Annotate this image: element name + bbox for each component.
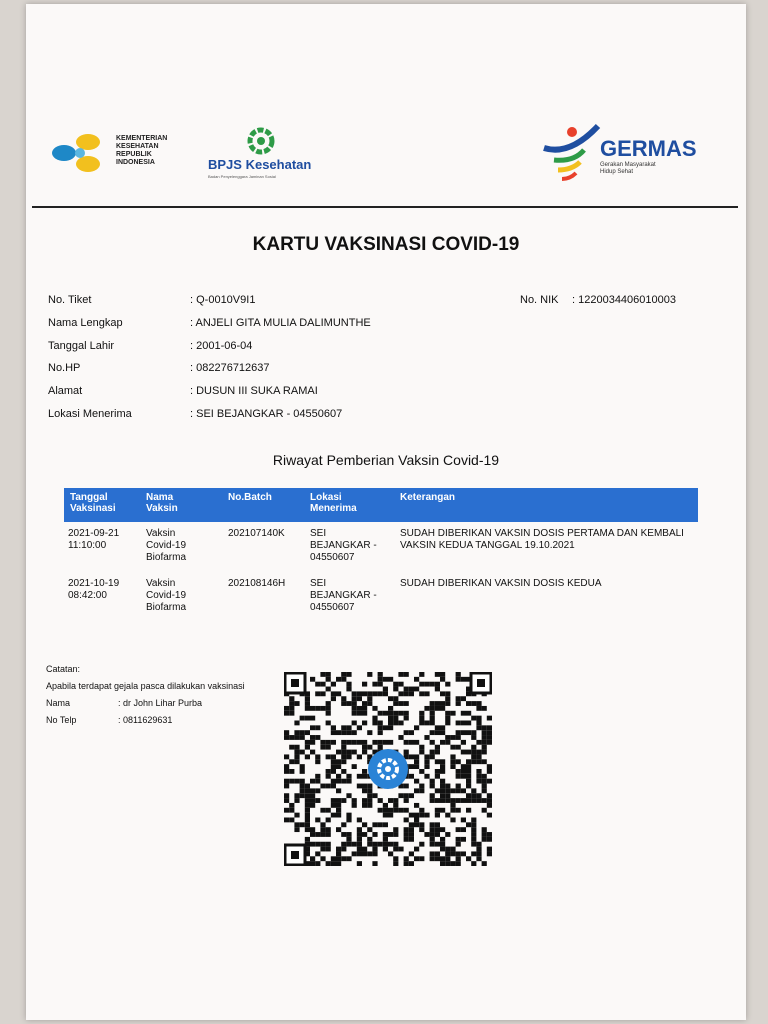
- header-batch: No.Batch: [228, 492, 272, 503]
- kemenkes-logo-icon: [50, 128, 108, 178]
- history-table-header: [64, 488, 698, 522]
- phone-label: No.HP: [48, 362, 81, 374]
- contact-phone-label: No Telp: [46, 715, 77, 725]
- ticket-label: No. Tiket: [48, 294, 92, 306]
- address-label: Alamat: [48, 385, 83, 397]
- notes-text: Apabila terdapat gejala pasca dilakukan vaksinasi: [46, 681, 245, 691]
- nik-value: : 1220034406010003: [572, 294, 676, 306]
- birthdate-label: Tanggal Lahir: [48, 340, 115, 352]
- bpjs-logo-icon: [246, 126, 276, 156]
- contact-name-value: : dr John Lihar Purba: [118, 698, 203, 708]
- row2-vaksin: Vaksin Covid-19 Biofarma: [146, 578, 187, 613]
- phone-value: : 082276712637: [190, 362, 270, 374]
- row1-keterangan: SUDAH DIBERIKAN VAKSIN DOSIS PERTAMA DAN KEMBALI VAKSIN KEDUA TANGGAL 19.10.2021: [400, 528, 684, 551]
- header-tanggal: Tanggal Vaksinasi: [70, 492, 116, 514]
- name-label: Nama Lengkap: [48, 317, 123, 329]
- contact-phone-value: : 0811629631: [118, 715, 173, 725]
- row1-tanggal: 2021-09-21 11:10:00: [68, 528, 120, 551]
- location-label: Lokasi Menerima: [48, 408, 132, 420]
- germas-logo-name: GERMAS: [600, 136, 697, 161]
- row2-tanggal: 2021-10-19 08:42:00: [68, 578, 120, 601]
- bpjs-logo-tagline: Badan Penyelenggara Jaminan Sosial: [208, 174, 276, 179]
- notes-heading: Catatan:: [46, 664, 81, 674]
- kemenkes-logo-text: KEMENTERIAN KESEHATAN REPUBLIK INDONESIA: [116, 135, 168, 166]
- header-divider: [32, 206, 738, 208]
- birthdate-value: : 2001-06-04: [190, 340, 253, 352]
- vaccination-card: [26, 4, 746, 1020]
- ticket-value: : Q-0010V9I1: [190, 294, 256, 306]
- card-title: KARTU VAKSINASI COVID-19: [252, 234, 520, 255]
- header-lokasi: Lokasi Menerima: [310, 492, 357, 514]
- bpjs-logo-name: BPJS Kesehatan: [208, 157, 312, 172]
- row1-vaksin: Vaksin Covid-19 Biofarma: [146, 528, 187, 563]
- address-value: : DUSUN III SUKA RAMAI: [190, 385, 318, 397]
- row2-batch: 202108146H: [228, 578, 286, 589]
- header-keterangan: Keterangan: [400, 492, 456, 503]
- header-vaksin: Nama Vaksin: [146, 492, 178, 514]
- germas-logo-tagline: Gerakan Masyarakat Hidup Sehat: [600, 162, 656, 175]
- name-value: : ANJELI GITA MULIA DALIMUNTHE: [190, 317, 371, 329]
- nik-label: No. NIK: [520, 294, 559, 306]
- row2-keterangan: SUDAH DIBERIKAN VAKSIN DOSIS KEDUA: [400, 578, 602, 589]
- row1-lokasi: SEI BEJANGKAR - 04550607: [310, 528, 377, 563]
- qr-code-icon: [284, 672, 492, 866]
- history-title: Riwayat Pemberian Vaksin Covid-19: [272, 452, 500, 468]
- contact-name-label: Nama: [46, 698, 71, 708]
- row2-lokasi: SEI BEJANGKAR - 04550607: [310, 578, 377, 613]
- germas-logo-icon: [540, 122, 602, 186]
- row1-batch: 202107140K: [228, 528, 285, 539]
- location-value: : SEI BEJANGKAR - 04550607: [190, 408, 343, 420]
